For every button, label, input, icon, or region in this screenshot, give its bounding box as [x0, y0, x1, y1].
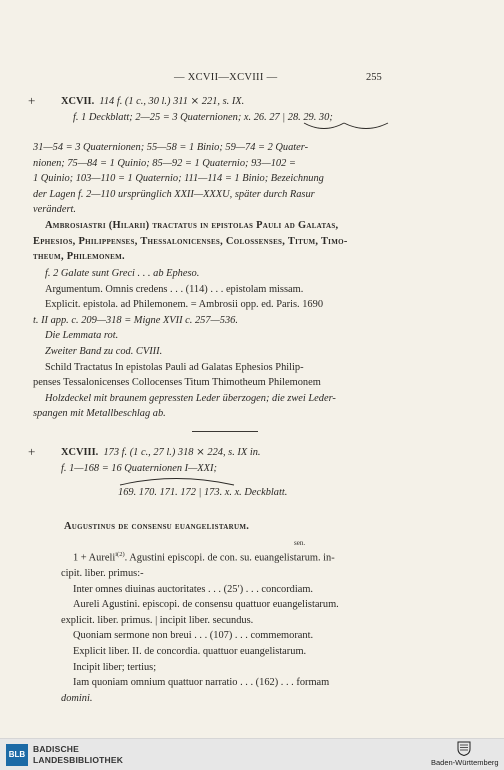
text-line: Incipit liber; tertius;	[73, 661, 157, 673]
library-name	[33, 744, 123, 765]
text-line: Explicit liber. II. de concordia. quattuor euangelistarum.	[73, 646, 307, 658]
text-line: cipit. liber. primus:-	[61, 568, 144, 580]
page-header	[0, 72, 504, 88]
text-line: Iam quoniam omnium quattuor narratio . . . (162) . . . formam	[73, 677, 330, 689]
text-line: Aureli Agustini. episcopi. de consensu quattuor euangelistarum.	[73, 599, 339, 611]
text-line: Holzdeckel mit braunem gepressten Leder überzogen; die zwei Leder-	[45, 392, 336, 404]
text-line: Explicit. epistola. ad Philemonem. = Ambrosii opp. ed. Paris. 1690	[45, 299, 324, 311]
superscript-note: sen.	[294, 539, 306, 547]
entry-marker-97: +	[28, 93, 36, 108]
entry-xcviii	[61, 445, 453, 476]
text-line: spangen mit Metallbeschlag ab.	[33, 408, 166, 420]
entry-physical-desc: 114 f. (1 c., 30 l.) 311 ⨯ 221, s. IX.	[99, 96, 245, 107]
text-line	[61, 547, 461, 566]
library-name-line: BADISCHE	[33, 744, 79, 754]
collation-line: verändert.	[33, 204, 76, 216]
title-line: Augustinus de consensu euangelistarum.	[64, 521, 250, 532]
blb-logo[interactable]: BLB	[6, 744, 28, 766]
section-divider	[192, 431, 258, 432]
footer-bar	[0, 738, 504, 770]
text-line: penses Tessalonicenses Collocenses Titum Thimotheum Philemonem	[33, 377, 321, 389]
state-label: Baden-Württemberg	[431, 758, 499, 767]
collation-line: nionen; 75—84 = 1 Quinio; 85—92 = 1 Quaternio; 93—102 =	[33, 157, 296, 169]
entry-heading	[61, 94, 453, 110]
collation-line: 1 Quinio; 103—110 = 1 Quaternio; 111—114 = 1 Binio; Bezeichnung	[33, 173, 324, 185]
running-title: — XCVII—XCVIII —	[174, 72, 278, 83]
text-line: explicit. liber. primus. | incipit liber. secundus.	[61, 614, 254, 626]
text-fragment: 1 + Aureli	[73, 552, 116, 564]
collation-quire	[118, 485, 418, 501]
entry-physical-desc: 173 f. (1 c., 27 l.) 318 ⨯ 224, s. IX in.	[103, 447, 261, 458]
text-line: Die Lemmata rot.	[45, 330, 119, 342]
collation-line: 169. 170. 171. 172 | 173. x. x. Deckblatt.	[118, 487, 288, 498]
entry-body	[33, 266, 463, 422]
entry-body	[61, 547, 461, 706]
page-number: 255	[366, 72, 382, 83]
text-line: Schild Tractatus In epistolas Pauli ad Galatas Ephesios Philip-	[45, 361, 304, 373]
entry-xcvii	[61, 94, 453, 125]
quire-brace	[302, 122, 392, 134]
entry-heading	[61, 445, 453, 461]
library-name-line: LANDESBIBLIOTHEK	[33, 754, 124, 765]
collation-line: f. 1 Deckblatt; 2—25 = 3 Quaternionen; x. 26. 27 | 28. 29. 30;	[73, 111, 333, 123]
text-line: f. 2 Galate sunt Greci . . . ab Epheso.	[45, 268, 200, 279]
work-title	[64, 519, 456, 535]
title-line: theum, Philemonem.	[33, 251, 125, 263]
title-line: Ephesios, Philippenses, Thessalonicenses, Colossenses, Titum, Timo-	[33, 235, 348, 247]
text-line: Argumentum. Omnis credens . . . (114) . . . epistolam missam.	[45, 283, 304, 295]
text-line: domini.	[61, 692, 93, 704]
work-title	[33, 218, 463, 265]
collation-line: 31—54 = 3 Quaternionen; 55—58 = 1 Binio; 59—74 = 2 Quater-	[33, 142, 309, 153]
entry-number: XCVII.	[61, 96, 95, 107]
text-line: Quoniam sermone non breui . . . (107) . . . commemorant.	[73, 630, 314, 642]
crest-icon	[457, 740, 471, 756]
footnote-ref: i(2)	[115, 551, 125, 558]
title-line: Ambrosiastri (Hilarii) tractatus in epistolas Pauli ad Galatas,	[45, 220, 339, 231]
entry-marker-98: +	[28, 444, 36, 459]
collation-line: f. 1—168 = 16 Quaternionen I—XXI;	[61, 462, 217, 474]
text-line: Zweiter Band zu cod. CVIII.	[45, 345, 163, 357]
text-line: t. II app. c. 209—318 = Migne XVII c. 257—536.	[33, 314, 238, 326]
collation-continued	[33, 140, 463, 218]
entry-number: XCVIII.	[61, 447, 99, 458]
collation-line: der Lagen f. 2—110 ursprünglich XXII—XXXU, später durch Rasur	[33, 188, 315, 200]
text-fragment: . Agustini episcopi. de con. su. euangelistarum. in-	[124, 552, 335, 564]
text-line: Inter omnes diuinas auctoritates . . . (25ʹ) . . . concordiam.	[73, 583, 314, 595]
